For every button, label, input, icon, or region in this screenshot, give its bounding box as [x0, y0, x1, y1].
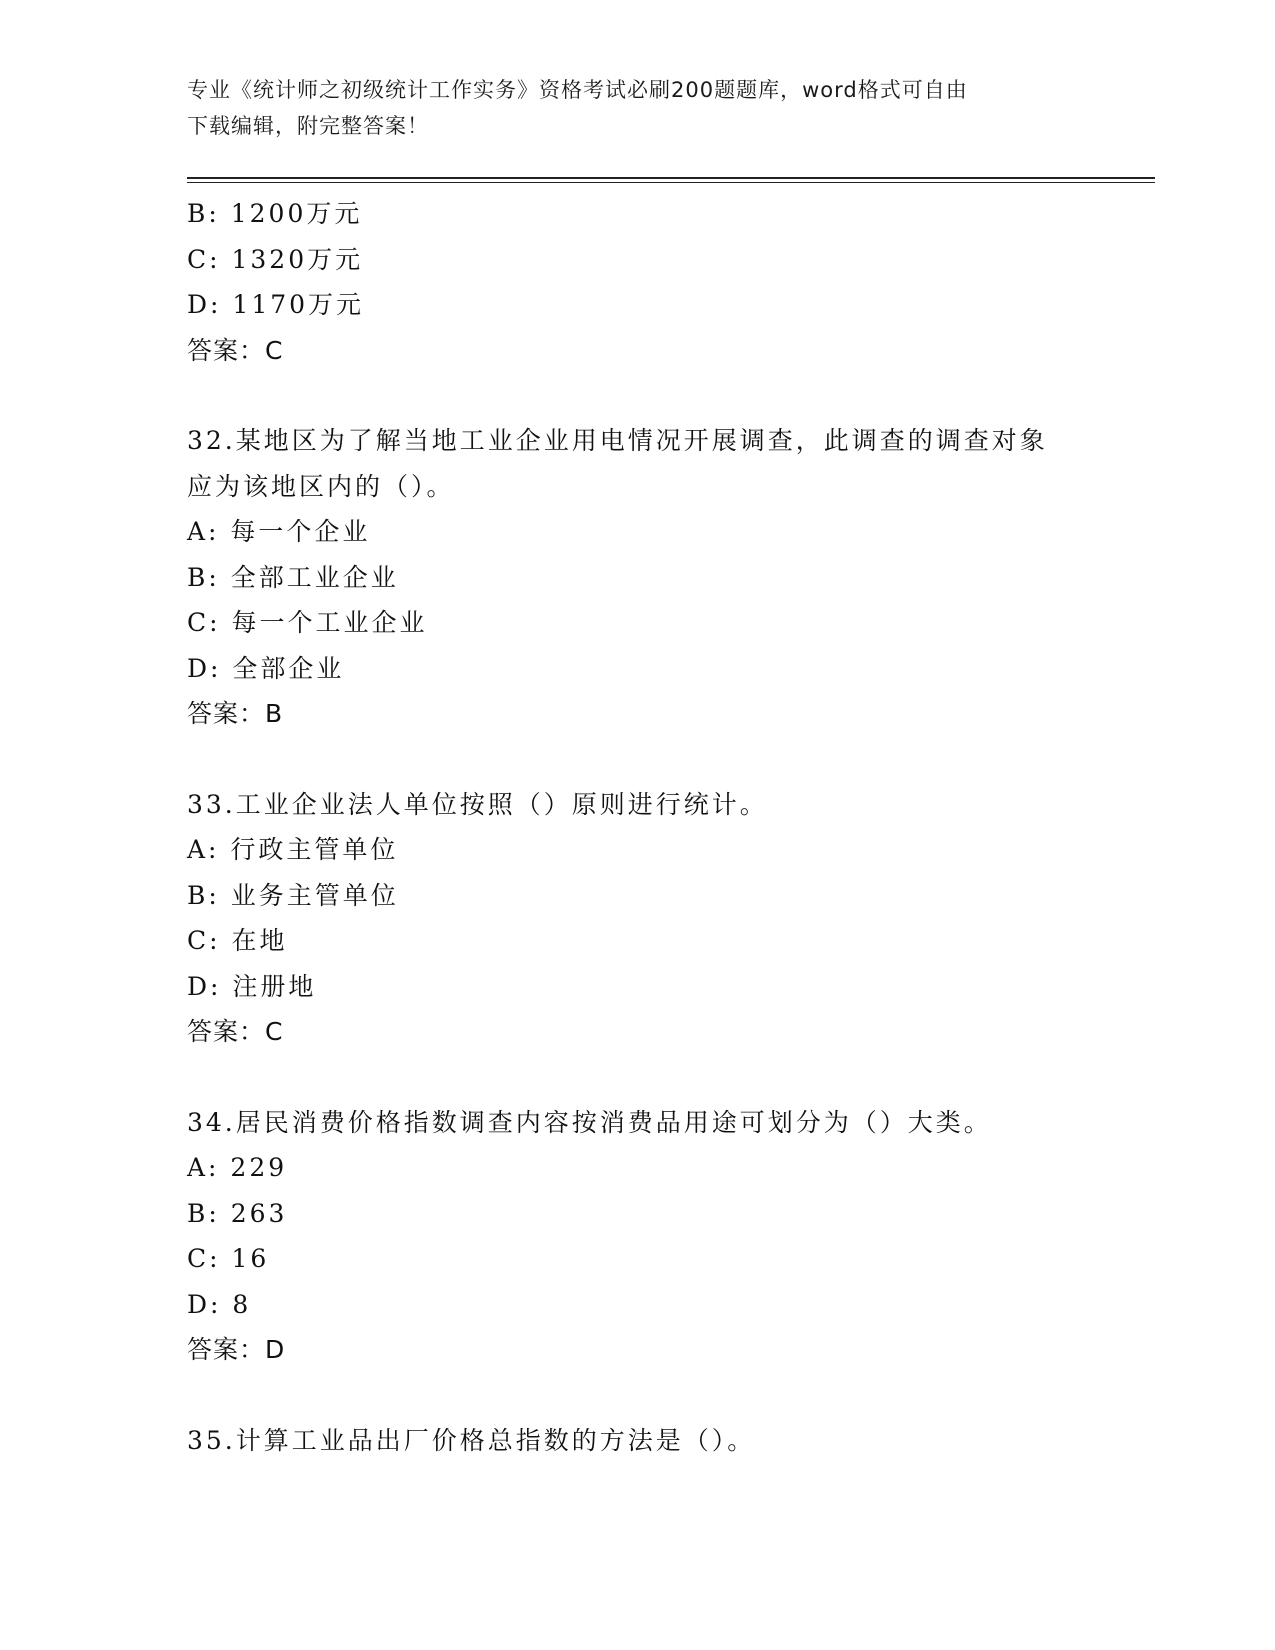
question-31-continued	[187, 191, 1087, 373]
option-b: B: 业务主管单位	[187, 880, 399, 910]
question-33	[187, 782, 1087, 1055]
question-list	[187, 191, 1087, 1463]
document-header	[187, 72, 1087, 144]
option-c: C: 16	[187, 1244, 270, 1273]
header-divider-thick	[187, 177, 1155, 179]
option-c: C: 1320万元	[187, 244, 364, 274]
answer-line: 答案：C	[187, 1017, 284, 1046]
option-b: B: 全部工业企业	[187, 562, 399, 592]
question-stem-line-1: 32.某地区为了解当地工业企业用电情况开展调查，此调查的调查对象	[187, 426, 1048, 455]
option-c: C: 在地	[187, 926, 288, 955]
header-divider-thin	[187, 182, 1155, 183]
option-c: C: 每一个工业企业	[187, 608, 428, 637]
option-d: D: 注册地	[187, 971, 317, 1001]
header-line-2: 下载编辑，附完整答案！	[187, 114, 429, 138]
answer-line: 答案：C	[187, 335, 284, 365]
option-b: B: 1200万元	[187, 199, 363, 228]
question-32	[187, 418, 1087, 737]
option-a: A: 229	[187, 1153, 288, 1182]
question-stem-line-2: 应为该地区内的（）。	[187, 471, 455, 501]
answer-line: 答案：D	[187, 1335, 286, 1364]
header-line-1: 专业《统计师之初级统计工作实务》资格考试必刷200题题库，word格式可自由	[187, 78, 968, 102]
option-d: D: 8	[187, 1289, 252, 1319]
option-b: B: 263	[187, 1198, 288, 1228]
option-d: D: 全部企业	[187, 653, 345, 683]
question-stem-line-1: 34.居民消费价格指数调查内容按消费品用途可划分为（）大类。	[187, 1107, 992, 1137]
question-35	[187, 1418, 1087, 1464]
option-d: D: 1170万元	[187, 290, 365, 319]
question-stem-line-1: 35.计算工业品出厂价格总指数的方法是（）。	[187, 1425, 756, 1455]
question-stem-line-1: 33.工业企业法人单位按照（）原则进行统计。	[187, 789, 768, 819]
option-a: A: 每一个企业	[187, 517, 371, 546]
option-a: A: 行政主管单位	[187, 835, 399, 864]
answer-line: 答案：B	[187, 699, 284, 728]
question-34	[187, 1100, 1087, 1373]
